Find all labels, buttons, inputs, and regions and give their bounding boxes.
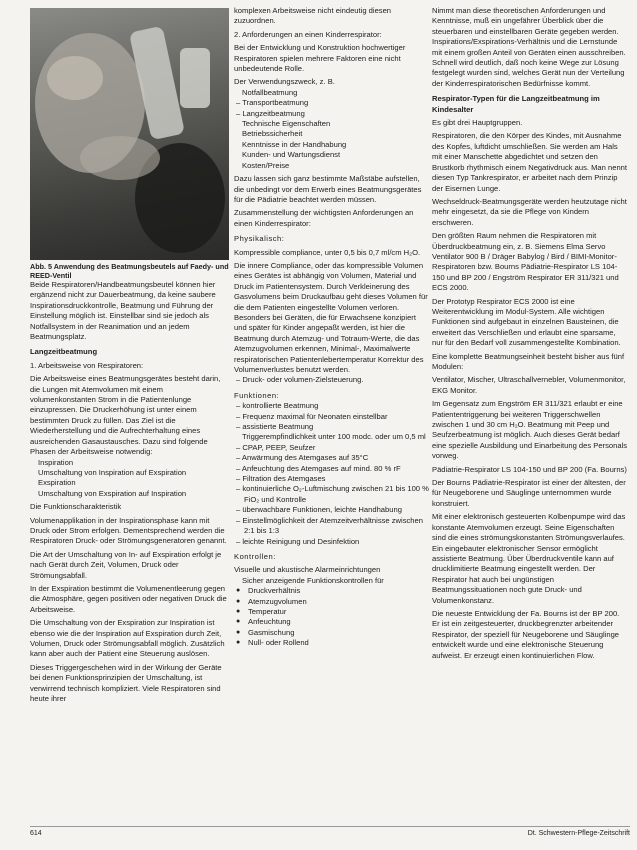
col1-paragraph: Langzeitbeatmung [30, 347, 98, 357]
col2-paragraph: Triggerempfindlichkeit unter 100 modc. oder um 0,5 ml [242, 432, 426, 442]
col2-paragraph: – Langzeitbeatmung [236, 108, 305, 118]
footer-rule [30, 826, 630, 827]
col2-paragraph: ● Anfeuchtung [234, 617, 430, 627]
col1-paragraph: 1. Arbeitsweise von Respiratoren: [30, 360, 144, 370]
col2-paragraph: ● Gasmischung [234, 628, 430, 638]
page-number: 614 [30, 830, 42, 837]
col2-paragraph: Physikalisch: [234, 234, 285, 244]
col3-paragraph: Der Bourns Pädiatrie-Respirator ist einer der ältesten, der für Neugeborene und Säuglinge unternommen wurde konstruiert. [432, 478, 626, 508]
text-column-1 [30, 277, 228, 704]
col1-paragraph: Volumenapplikation in der Inspirationsphase kann mit Druck oder Strom erfolgen. Dementsprechend werden die Respiratoren Druck- oder Strömungsgeneratoren genannt. [30, 515, 227, 546]
col2-paragraph: – Filtration des Atemgases [236, 474, 326, 484]
col1-paragraph: Inspiration [38, 457, 74, 467]
col2-paragraph: – Druck- oder volumen-Zielsteuerung. [236, 375, 364, 385]
col2-paragraph: – Anwärmung des Atemgases auf 35°C [236, 453, 369, 463]
col2-paragraph: Dazu lassen sich ganz bestimmte Maßstäbe aufstellen, die unbedingt vor dem Erwerb eines Beatmungsgerätes für die Pädiatrie beachtet werden müssen. [234, 174, 422, 204]
col2-paragraph: ● Druckverhältnis [234, 586, 430, 596]
col2-paragraph: – Frequenz maximal für Neonaten einstellbar [236, 411, 388, 421]
col2-paragraph: Betriebssicherheit [242, 129, 303, 139]
col2-paragraph: – überwachbare Funktionen, leichte Handhabung [236, 505, 402, 515]
col3-paragraph: Eine komplette Beatmungseinheit besteht bisher aus fünf Modulen: [432, 351, 625, 371]
col2-paragraph: ● Atemzugvolumen [234, 597, 430, 607]
col2-paragraph: Kompressible compliance, unter 0,5 bis 0,7 ml/cm H₂O. [234, 247, 421, 257]
col2-paragraph: ● Null- oder Rollend [234, 638, 430, 648]
text-column-2 [234, 6, 430, 649]
col2-paragraph: Kunden- und Wartungsdienst [242, 150, 341, 160]
col3-paragraph: Mit einer elektronisch gesteuerten Kolbenpumpe wird das konstante Atemvolumen erzeugt. Seine Eigenschaften sind die eines strömungskonstanten Strömungsverlaufes. Ein eingebauter elektronischer Sensor ermöglicht assistierte Beatmung. Über Überdruckventile kann auf drucklimitierte Beatmung eingestellt werden. Der Respirator hat auch bei ungünstigen Beatmungssituationen noch gute Druck- und Volumenkonstanz. [432, 512, 626, 605]
col2-paragraph: Kontrollen: [234, 551, 276, 561]
col2-paragraph: – assistierte Beatmung [236, 422, 314, 432]
col2-paragraph: – kontrollierte Beatmung [236, 401, 319, 411]
col2-paragraph: Sicher anzeigende Funktionskontrollen für [242, 575, 384, 585]
col2-paragraph: – Einstellmöglichkeit der Atemzeitverhältnisse zwischen 2:1 bis 1:3 [236, 515, 423, 536]
col2-paragraph: – kontinuierliche O₂-Luftmischung zwischen 21 bis 100 % FiO₂ und Kontrolle [236, 484, 429, 504]
col1-paragraph: Dieses Triggergeschehen wird in der Wirkung der Geräte bei denen Funktionsprinzipien der Umschaltung, ist verwirrend technisch kompliziert. Viele Respiratoren sind heute ihrer [30, 662, 222, 704]
col2-paragraph: ● Temperatur [234, 607, 430, 617]
col2-paragraph: – Transportbeatmung [236, 98, 309, 108]
col2-paragraph: Funktionen: [234, 390, 280, 400]
col3-paragraph: Es gibt drei Hauptgruppen. [432, 118, 523, 128]
col2-paragraph: 2. Anforderungen an einen Kinderrespirator: [234, 29, 382, 39]
col1-paragraph: Die Umschaltung von der Exspiration zur Inspiration ist ebenso wie die der Inspiration auf Exspiration durch Zeit, Volumen, Druck oder Strömungsabfall möglich. Zusätzlich kann aber auch der Patient eine Steuerung auslösen. [30, 618, 225, 659]
col2-paragraph: – leichte Reinigung und Desinfektion [236, 536, 360, 546]
photo-illustration [30, 8, 229, 260]
journal-name: Dt. Schwestern-Pflege-Zeitschrift [527, 830, 630, 837]
col1-paragraph: Exspiration [38, 478, 76, 488]
figure-caption: Abb. 5 Anwendung des Beatmungsbeutels auf Faedy- und REED-Ventil [30, 262, 229, 280]
col1-paragraph: Umschaltung von Exspiration auf Inspiration [38, 488, 187, 498]
col1-paragraph: Die Arbeitsweise eines Beatmungsgerätes besteht darin, die Lungen mit Atemvolumen mit einem volumenkonstanten Strom in die Patientenlunge einzupressen. Die Druckerhöhung ist unter einem bestimmten Druck zu füllen. Das Ziel ist die Wiederherstellung und die Aufrechterhaltung eines ausreichenden Gasaustausches. Dazu sind folgende Phasen der Arbeitsweise notwendig: [30, 374, 221, 457]
col2-paragraph: Die innere Compliance, oder das kompressible Volumen eines Gerätes ist abhängig von Volumen, Material und Druck im Patientensystem. Durch Verkleinerung des Gasvolumens beim Druckaufbau geht dieses Volumen für die dem Patienten eingestellte Volumen verloren. Besonders bei Geräten, die für Erwachsene konzipiert und später für Kinder angepaßt werden, ist hier die Beatmung durch Atemzug- und Totraum-Werte, die das Atemzugvolumen erkennen, Minimal-, Maximalwerte respiratorischen Patientenlebertemperatur Korrektur des Volumenverlustes benutzt werden. [234, 260, 428, 374]
col2-paragraph: Technische Eigenschaften [242, 119, 331, 129]
col1-paragraph: Umschaltung von Inspiration auf Exspiration [38, 467, 187, 477]
col2-paragraph: Zusammenstellung der wichtigsten Anforderungen an einen Kinderrespirator: [234, 208, 414, 228]
col2-paragraph: Kosten/Preise [242, 160, 290, 170]
col3-paragraph: Im Gegensatz zum Engström ER 311/321 erlaubt er eine Patiententriggerung bei weiteren Triggerschwellen zwischen 1 und 30 cm H₂O. Beatmung mit Peep und Seufzerbeatmung ist möglich. Auch dieses Gerät bedarf eine spezielle Ausbildung und Einarbeitung des Personals vorweg. [432, 399, 628, 461]
col3-paragraph: Der Prototyp Respirator ECS 2000 ist eine Weiterentwicklung im Modul-System. Alle wichtigen Funktionen sind aufgebaut in einzelnen Bausteinen, die erweitert das Verschließen und erlaubt eine sparsame, nur für den Bedarf voll zusammengestellte Kombination. [432, 296, 621, 348]
col2-paragraph: Kenntnisse in der Handhabung [242, 139, 347, 149]
col1-paragraph: Beide Respiratoren/Handbeatmungsbeutel können hier ergänzend nicht zur Dauerbeatmung, da keine saubere Inspirationsdruckkontrolle, Beatmung und Führung der Einstellung möglich ist. Einstellbar sind sie jedoch als Notfallsystem in der Reanimation und an jedem Beatmungsplatz. [30, 280, 216, 342]
col2-paragraph: Der Verwendungszweck, z. B. [234, 77, 335, 87]
col1-paragraph: In der Exspiration bestimmt die Volumenentleerung gegen die Atmosphäre, gegen positiven oder negativen Druck die Arbeitsweise. [30, 583, 227, 614]
col3-paragraph: Nimmt man diese theoretischen Anforderungen und Kenntnisse, muß ein ungefährer Überblick über die steuerbaren und einstellbaren Geräte gegeben werden. Inspirations/Exspirations-Verhältnis und die Lernstunde mit einem großen Anteil von Geräten einen ausschreiben. Schnell wird deutlich, daß noch keine Wege zur Lösung festgelegt wurden sind, welches Gerät nun der Verteilung der Kinderrespiratorischen Bedürfnisse kommt. [432, 6, 626, 88]
col3-paragraph: Den größten Raum nehmen die Respiratoren mit Überdruckbeatmung ein, z. B. Siemens Elma Servo Ventilator 900 B / Dräger Babylog / Bird / BIMI-Monitor-Respiratoren bzw. Bourns Pädiatrie-Respirator LS 104-150 und BP 200 / Engström Respirator ER 311/321 und ECS 2000. [432, 231, 619, 293]
col2-paragraph: – Anfeuchtung des Atemgases auf mind. 80 % rF [236, 463, 401, 473]
col3-paragraph: Respirator-Typen für die Langzeitbeatmung im Kindesalter [432, 94, 600, 114]
col2-paragraph: Bei der Entwicklung und Konstruktion hochwertiger Respiratoren spielen mehrere Faktoren eine nicht unbedeutende Rolle. [234, 43, 406, 74]
col3-paragraph: Ventilator, Mischer, Ultraschallvernebler, Volumenmonitor, EKG Monitor. [432, 375, 626, 395]
col3-paragraph: Respiratoren, die den Körper des Kindes, mit Ausnahme des Kopfes, luftdicht umschließen. Sie werden am Hals mit einer Manschette abgedichtet und setzen den Brustkorb rhythmisch einem Negativdruck aus. Man nennt diesen Typ Tankrespirator, er arbeitet nach dem Prinzip der Eisernen Lunge. [432, 131, 627, 193]
col2-paragraph: Notfallbeatmung [242, 87, 298, 97]
col3-paragraph: Pädiatrie-Respirator LS 104-150 und BP 200 (Fa. Bourns) [432, 464, 627, 474]
text-column-3 [432, 6, 628, 661]
figure-photo [30, 8, 229, 260]
col3-paragraph: Wechseldruck-Beatmungsgeräte werden heutzutage nicht mehr eingesetzt, da sie die Pflege von Kindern erschweren. [432, 196, 627, 227]
col1-paragraph: Die Art der Umschaltung von In- auf Exspiration erfolgt je nach Gerät durch Zeit, Volumen, Druck oder Strömungsabfall. [30, 549, 222, 580]
col2-paragraph: Visuelle und akustische Alarmeinrichtungen [234, 565, 381, 575]
col1-paragraph: Die Funktionscharakteristik [30, 502, 122, 512]
col3-paragraph: Die neueste Entwicklung der Fa. Bourns ist der BP 200. Er ist ein zeitgesteuerter, druckbegrenzter arbeitender Respirator, der speziell für Neugeborene und Säuglinge entwickelt wurde und eine elektronische Steuerung aufweist. Er erzeugt einen kontinuierlichen Flow. [432, 608, 620, 660]
col2-paragraph: – CPAP, PEEP, Seufzer [236, 442, 316, 452]
col2-paragraph: komplexen Arbeitsweise nicht eindeutig diesen zuzuordnen. [234, 6, 392, 26]
